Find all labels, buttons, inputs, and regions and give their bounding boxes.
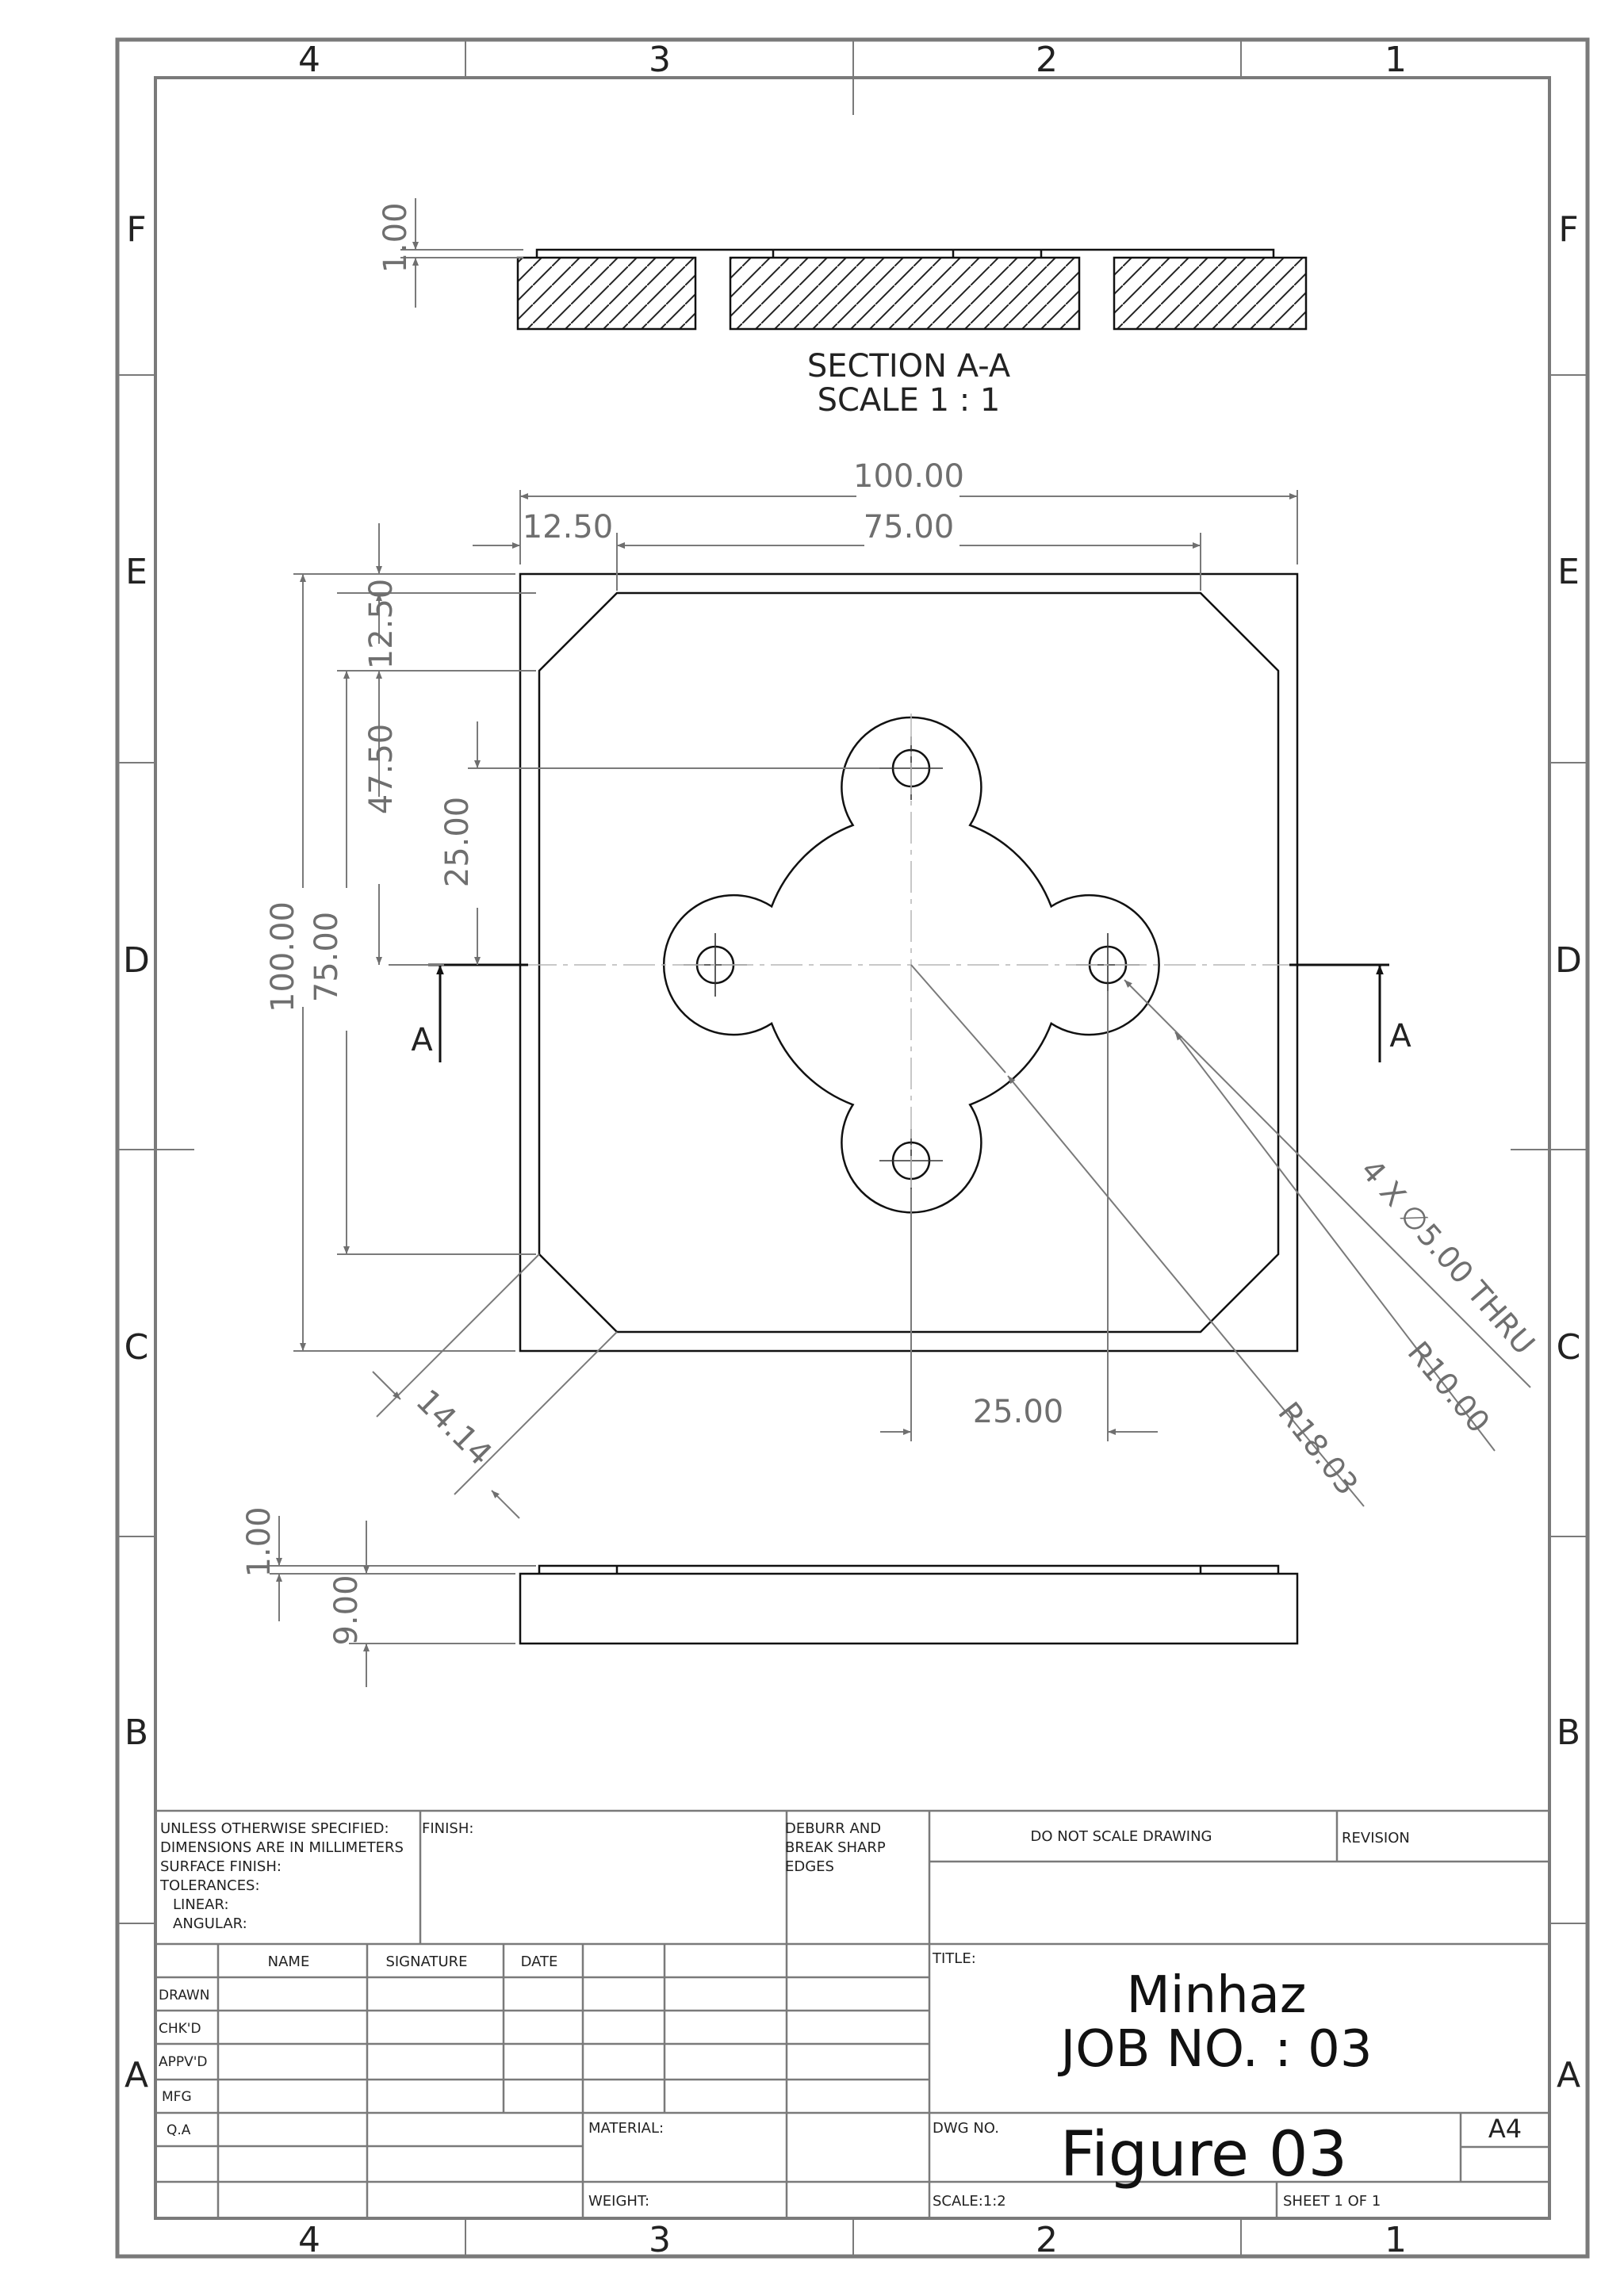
- row-label-qa: Q.A: [167, 2122, 191, 2138]
- dim-chamfer-span-x: 75.00: [863, 509, 955, 545]
- plate-outline: [520, 574, 1297, 1351]
- unless-specified-line: LINEAR:: [173, 1896, 229, 1913]
- revision-label: REVISION: [1342, 1830, 1410, 1846]
- section-label-right: A: [1389, 1018, 1411, 1054]
- section-view: [377, 198, 1306, 419]
- deburr-line: EDGES: [785, 1858, 834, 1875]
- zone-col-top: 1: [1385, 40, 1407, 80]
- dim-center-to-edge: 47.50: [363, 723, 400, 815]
- zone-col-top: 2: [1036, 40, 1058, 80]
- section-hatch: [518, 250, 1306, 329]
- centerlines: [476, 714, 1332, 1237]
- dim-plate-width: 100.00: [853, 458, 964, 495]
- zone-row-left: F: [126, 209, 147, 250]
- dim-hole-offset-x-lines: [880, 991, 1158, 1441]
- deburr-line: DEBURR AND: [785, 1820, 882, 1837]
- note-radius-small: R10.00: [1400, 1334, 1497, 1440]
- zone-row-right: F: [1558, 209, 1579, 250]
- weight-label: WEIGHT:: [588, 2193, 650, 2210]
- row-label-drawn: DRAWN: [159, 1988, 210, 2003]
- zone-row-left: C: [124, 1327, 149, 1368]
- zone-row-right: E: [1557, 552, 1580, 592]
- unless-specified-line: UNLESS OTHERWISE SPECIFIED:: [160, 1820, 389, 1837]
- zone-row-right: D: [1555, 940, 1582, 981]
- row-label-approved: APPV'D: [159, 2054, 208, 2070]
- zone-row-left: B: [124, 1712, 149, 1753]
- deburr-line: BREAK SHARP: [785, 1839, 886, 1856]
- section-dim-recess: [400, 198, 523, 308]
- title-line-2: JOB NO. : 03: [1060, 2020, 1373, 2079]
- dim-edge-offset-y: 12.50: [363, 578, 400, 670]
- dim-plate-height: 100.00: [265, 901, 301, 1012]
- unless-specified-line: ANGULAR:: [173, 1915, 247, 1932]
- title-label: TITLE:: [933, 1950, 976, 1967]
- header-signature: SIGNATURE: [385, 1954, 468, 1970]
- section-label-left: A: [411, 1022, 433, 1058]
- unless-specified-line: DIMENSIONS ARE IN MILLIMETERS: [160, 1839, 404, 1856]
- dim-chamfer-span-y: 75.00: [308, 911, 345, 1003]
- scale-label: SCALE:1:2: [933, 2193, 1006, 2210]
- title-block: [155, 1811, 1549, 2218]
- row-label-checked: CHK'D: [159, 2021, 201, 2037]
- finish-label: FINISH:: [422, 1820, 474, 1837]
- title-line-1: Minhaz: [1126, 1966, 1307, 2025]
- dim-side-thickness: 9.00: [328, 1575, 365, 1646]
- zone-row-right: C: [1556, 1327, 1581, 1368]
- do-not-scale-label: DO NOT SCALE DRAWING: [1030, 1828, 1212, 1845]
- zone-row-left: D: [123, 940, 150, 981]
- dwg-no: Figure 03: [1059, 2119, 1348, 2191]
- unless-specified-line: TOLERANCES:: [160, 1877, 260, 1894]
- zone-col-top: 4: [298, 40, 320, 80]
- zone-col-bottom: 1: [1385, 2220, 1407, 2260]
- sheet-size: A4: [1488, 2114, 1522, 2144]
- zone-row-right: B: [1556, 1712, 1581, 1753]
- top-view: [265, 458, 1542, 1518]
- zone-col-bottom: 3: [649, 2220, 671, 2260]
- dwg-no-label: DWG NO.: [933, 2120, 999, 2137]
- zone-col-bottom: 4: [298, 2220, 320, 2260]
- header-name: NAME: [267, 1954, 310, 1970]
- side-plate-step: [539, 1566, 1278, 1574]
- section-title: SECTION A-A: [806, 348, 1011, 385]
- dim-section-recess: 1.00: [377, 202, 414, 274]
- sheet-label: SHEET 1 OF 1: [1283, 2193, 1381, 2210]
- side-dims: [270, 1516, 536, 1687]
- unless-specified-line: SURFACE FINISH:: [160, 1858, 282, 1875]
- zone-col-bottom: 2: [1036, 2220, 1058, 2260]
- note-holes: 4 X ∅5.00 THRU: [1354, 1152, 1542, 1361]
- zone-row-left: E: [125, 552, 147, 592]
- side-plate-body: [520, 1574, 1297, 1644]
- dim-hole-offset-x: 25.00: [972, 1394, 1064, 1430]
- material-label: MATERIAL:: [588, 2120, 665, 2137]
- dim-side-step: 1.00: [241, 1506, 278, 1578]
- section-scale: SCALE 1 : 1: [817, 382, 1001, 419]
- header-date: DATE: [520, 1954, 558, 1970]
- note-radius-large: R18.03: [1271, 1395, 1365, 1502]
- side-view: [241, 1506, 1297, 1687]
- zone-row-left: A: [124, 2055, 149, 2095]
- row-label-mfg: MFG: [162, 2089, 192, 2105]
- dim-chamfer: 14.14: [408, 1383, 499, 1473]
- zone-row-right: A: [1556, 2055, 1581, 2095]
- section-cut-line: [428, 965, 1389, 1062]
- dim-chamfer-lines: [373, 1254, 617, 1518]
- zone-col-top: 3: [649, 40, 671, 80]
- dim-edge-offset-x: 12.50: [522, 509, 614, 545]
- dim-hole-offset-y: 25.00: [439, 796, 476, 888]
